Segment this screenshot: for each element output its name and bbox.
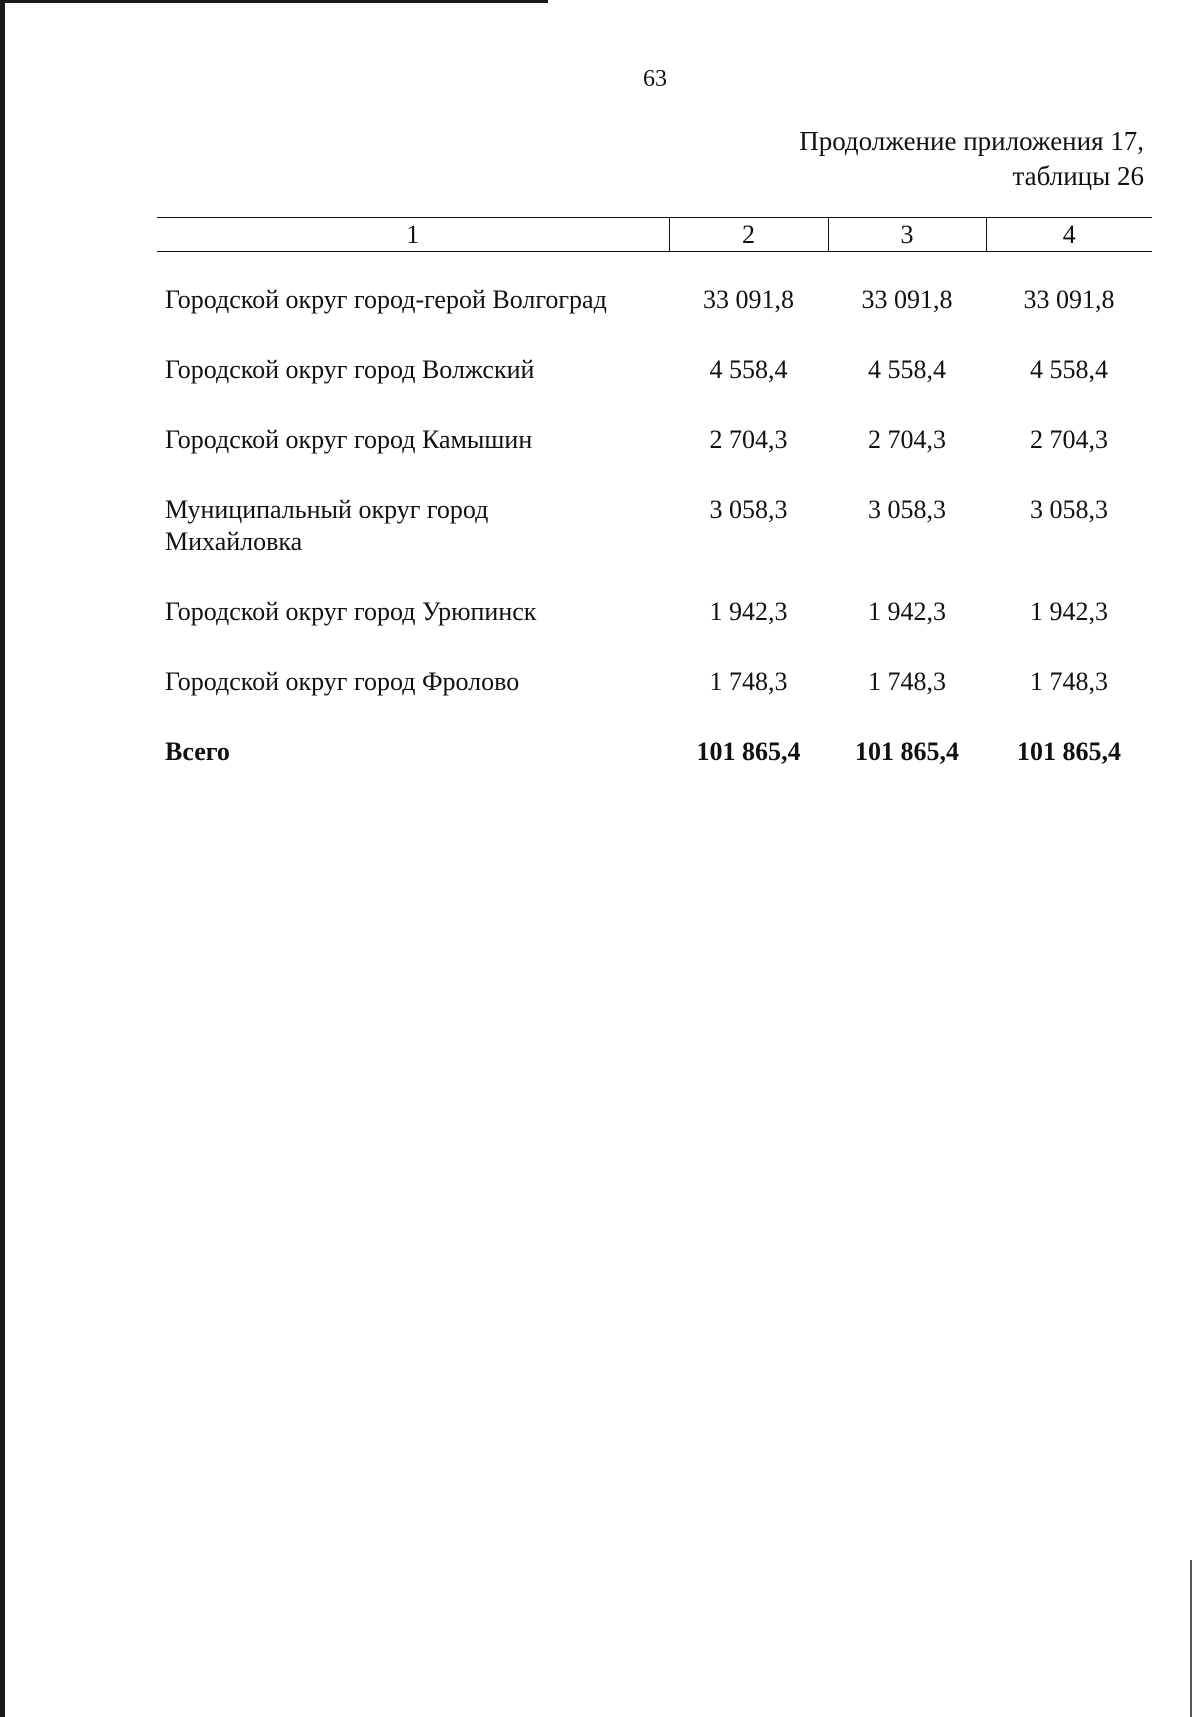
row-value-col4: 1 748,3 <box>1030 667 1108 696</box>
table-row <box>157 252 1152 317</box>
data-table <box>157 217 1152 768</box>
row-value-col2: 2 704,3 <box>709 425 788 454</box>
scan-edge-left <box>0 0 5 1717</box>
row-name: Городской округ город Волжский <box>165 355 535 384</box>
column-header-1: 1 <box>157 218 669 252</box>
row-value-col3: 2 704,3 <box>868 425 946 454</box>
row-value-col2: 1 942,3 <box>709 597 788 626</box>
row-value-col3: 1 748,3 <box>868 667 946 696</box>
row-value-col4: 4 558,4 <box>1030 355 1108 384</box>
column-header-2: 2 <box>669 218 828 252</box>
row-value-col3: 4 558,4 <box>868 355 946 384</box>
row-name-line-2: Михайловка <box>165 527 303 556</box>
row-name: Городской округ город Фролово <box>165 667 520 696</box>
table-body <box>157 252 1152 769</box>
data-table-container <box>157 217 1152 768</box>
scan-edge-right <box>1190 1560 1192 1717</box>
row-name <box>157 456 669 558</box>
table-header-row <box>157 218 1152 252</box>
row-value-col4: 1 942,3 <box>1030 597 1108 626</box>
row-value-col3: 3 058,3 <box>868 495 946 524</box>
table-row <box>157 386 1152 456</box>
row-name: Городской округ город-герой Волгоград <box>165 285 607 314</box>
total-label: Всего <box>165 737 230 766</box>
row-value-col3: 1 942,3 <box>868 597 946 626</box>
row-name: Городской округ город Камышин <box>165 425 533 454</box>
row-value-col4: 3 058,3 <box>1030 495 1108 524</box>
total-value-col2: 101 865,4 <box>696 737 801 766</box>
row-value-col4: 33 091,8 <box>1023 285 1115 314</box>
table-row <box>157 628 1152 698</box>
appendix-note <box>799 124 1144 194</box>
column-header-3: 3 <box>828 218 986 252</box>
page-number: 63 <box>643 66 667 92</box>
row-value-col2: 1 748,3 <box>709 667 788 696</box>
table-header <box>157 218 1152 252</box>
table-row <box>157 456 1152 558</box>
row-name-line-1: Муниципальный округ город <box>165 495 489 524</box>
row-value-col2: 33 091,8 <box>703 285 794 314</box>
row-value-col2: 3 058,3 <box>709 495 788 524</box>
row-name: Городской округ город Урюпинск <box>165 597 537 626</box>
row-value-col3: 33 091,8 <box>861 285 953 314</box>
table-total-row <box>157 698 1152 768</box>
table-row <box>157 558 1152 628</box>
column-header-4: 4 <box>986 218 1152 252</box>
appendix-note-line-2: таблицы 26 <box>1012 161 1144 191</box>
total-value-col3: 101 865,4 <box>855 737 959 766</box>
total-value-col4: 101 865,4 <box>1017 737 1121 766</box>
scan-edge-top <box>0 0 548 3</box>
appendix-note-line-1: Продолжение приложения 17, <box>799 126 1144 156</box>
row-value-col4: 2 704,3 <box>1030 425 1108 454</box>
row-value-col2: 4 558,4 <box>709 355 788 384</box>
table-row <box>157 316 1152 386</box>
